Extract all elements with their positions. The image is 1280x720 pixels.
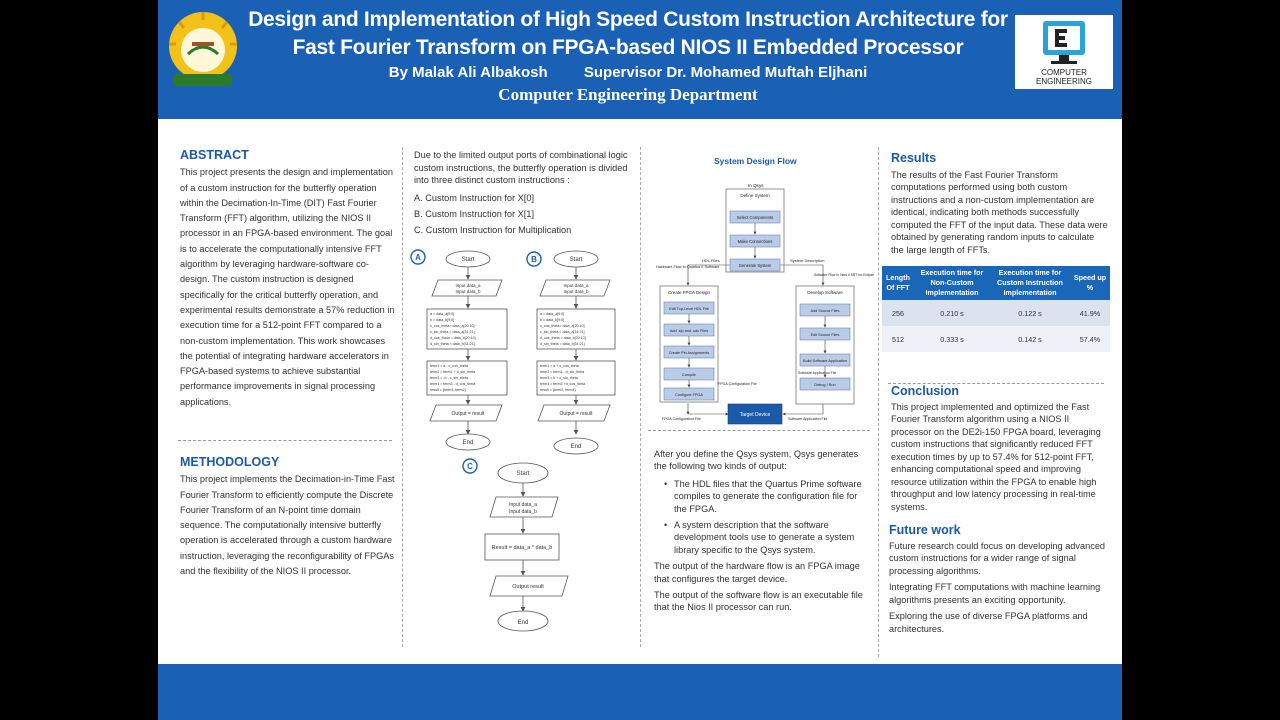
flow-a-proc-4: c_sin_theta = data_a[31:21]: [430, 330, 475, 334]
hdl-files-label: HDL Files: [702, 258, 720, 263]
department: Computer Engineering Department: [498, 85, 758, 104]
flow-a-end: End: [462, 440, 474, 446]
bullet-system-desc: • A system description that the software development tools use to generate a system library specific to the Qsys system.: [664, 519, 866, 556]
flow-b-term-4: term4 = term3 +d_cos_theta: [540, 382, 586, 386]
flow-a-letter: A: [415, 253, 421, 262]
flow-a-input-1: Input data_a: [455, 283, 481, 288]
results-section: [891, 152, 1109, 256]
debug-run: Debug / Run: [814, 383, 836, 387]
author: By Malak Ali Albakosh: [388, 64, 548, 81]
flow-a-proc-6: d_sin_theta = data_b[31:21]: [430, 342, 475, 346]
ce-logo-text-2: ENGINEERING: [1035, 77, 1093, 86]
cell: 0.210 s: [914, 300, 990, 326]
flow-b-term-1: term1 = a + c_cos_theta: [540, 364, 579, 368]
header-length: Length Of FFT: [882, 266, 914, 300]
flow-a-proc-1: a = data_a[9:0]: [430, 312, 455, 316]
edit-top-level: Edit Top-Level HDL File: [669, 307, 709, 311]
conclusion-text: This project implemented and optimized the Fast Fourier Transform algorithm using a NIOS II processor on the DE2i-150 FPGA board, leveraging custom instructions that significantly reduced FFT execution times by up to 57.4% for 512-point FFT, enhancing computational speed and improving resource utilization within the FPGA to enable high throughput and low latency processing in real-time systems.: [891, 401, 1101, 512]
fpga-config-file-bottom: FPGA Configuration File: [662, 417, 701, 421]
flow-b-end: End: [570, 444, 582, 450]
poster-title: [248, 6, 1008, 62]
column-2: [414, 149, 628, 238]
flow-a-proc-5: d_cos_theta = data_b[20:10]: [430, 336, 476, 340]
create-fpga-design: Create FPGA Design: [667, 290, 711, 295]
table-header-row: [882, 266, 1110, 300]
flow-b-start: Start: [569, 257, 583, 263]
flow-b-letter: B: [531, 255, 537, 264]
add-source-files: Add Source Files: [810, 309, 840, 313]
flow-b-proc-2: b = data_b[9:0]: [540, 318, 565, 322]
cell: 0.122 s: [990, 300, 1070, 326]
poster: [158, 0, 1122, 720]
flow-b-proc-3: c_cos_theta= data_a[20:10]: [540, 324, 585, 328]
flow-a-term-1: term1 = a - c_cos_theta: [430, 364, 468, 368]
after-qsys-text: After you define the Qsys system, Qsys generates the following two kinds of output:: [654, 449, 859, 472]
system-desc-label: System Description: [790, 258, 825, 263]
flow-c-end: End: [517, 620, 529, 626]
divider: [178, 440, 392, 441]
qsys-label: In Qsys: [748, 183, 764, 188]
cell: 0.333 s: [914, 326, 990, 352]
header-non-custom: Execution time for Non-Custom Implementation: [914, 266, 990, 300]
title-line-1: Design and Implementation of High Speed Custom Instruction Architecture for: [248, 8, 1008, 31]
compile-step: Compile: [682, 373, 696, 377]
flow-a-term-5: result = {term4, term2}: [430, 388, 466, 392]
edit-source-files: Edit Source Files: [810, 333, 840, 337]
results-table: [882, 266, 1110, 352]
target-device: Target Device: [739, 412, 771, 418]
flow-a-input-2: Input data_b: [455, 289, 481, 294]
cell: 41.9%: [1070, 300, 1110, 326]
table-row: [882, 300, 1110, 326]
butterfly-flowcharts: [406, 244, 636, 634]
intro-text: Due to the limited output ports of combinational logic custom instructions, the butterfly operation is divided into three distinct custom instructions :: [414, 150, 628, 185]
future-p2: Integrating FFT computations with machine learning algorithms presents an exciting opportunity.: [889, 582, 1101, 605]
flow-b-input-1: Input data_a: [563, 283, 589, 288]
define-system: Define System: [740, 193, 770, 198]
item-c: C. Custom Instruction for Multiplication: [414, 224, 572, 235]
results-text: The results of the Fast Fourier Transform computations performed using both custom instructions and a non-custom implementation are identical, indicating both methods successfully computed the FFT of the input data. These data were obtained by generating random inputs to calculate the large length of FFTs.: [891, 169, 1108, 255]
future-p1: Future research could focus on developing advanced custom instructions for a wider range of signal processing algorithms.: [889, 540, 1106, 576]
software-output-text: The output of the software flow is an executable file that the Nios II processor can run.: [654, 590, 863, 613]
item-b: B. Custom Instruction for X[1]: [414, 208, 534, 219]
cell: 57.4%: [1070, 326, 1110, 352]
configure-fpga: Configure FPGA: [675, 393, 703, 397]
flow-c-process: Result = data_a * data_b: [491, 545, 553, 551]
flow-c-input-2: Input data_b: [509, 509, 537, 515]
column-3-text: [654, 448, 866, 614]
methodology-section: [180, 455, 396, 579]
flow-b-term-5: result = {term2, term4}: [540, 388, 576, 392]
future-work-heading: Future work: [889, 523, 961, 537]
ce-logo-icon: [1015, 15, 1113, 89]
cell: 0.142 s: [990, 326, 1070, 352]
methodology-text: This project implements the Decimation-in-Time Fast Fourier Transform to efficiently compute the Discrete Fourier Transform of an N-point time domain sequence. The computationally intensive butterfly operation is accelerated through a custom hardware instruction, leveraging the reconfigurability of FPGAs and the flexibility of the NIOS II processor.: [180, 474, 395, 577]
table-row: [882, 326, 1110, 352]
make-connections: Make Connections: [737, 239, 773, 244]
build-software: Build Software Application: [803, 359, 847, 363]
divider: [648, 430, 870, 431]
item-a: A. Custom Instruction for X[0]: [414, 192, 534, 203]
conclusion-heading: Conclusion: [891, 384, 960, 398]
future-p3: Exploring the use of diverse FPGA platforms and architectures.: [889, 611, 1088, 634]
fpga-config-file-label: FPGA Configuration File: [718, 382, 757, 386]
ce-logo-text-1: COMPUTER: [1041, 68, 1087, 77]
conclusion-section: [891, 385, 1107, 513]
flow-b-proc-4: c_sin_theta = data_a[31:21]: [540, 330, 585, 334]
add-sdc-files: Add .sip and .sdc Files: [669, 329, 709, 333]
cell: 256: [882, 300, 914, 326]
flow-a-term-3: term3 = -b - c_sin_theta: [430, 376, 469, 380]
column-1: [180, 148, 396, 410]
hardware-flow-label: Hardware Flow In Quartus II Software: [656, 265, 720, 269]
methodology-heading: METHODOLOGY: [180, 455, 280, 469]
column-separator: [640, 147, 641, 647]
authors-line: [248, 64, 1008, 81]
university-logo: [164, 10, 242, 90]
system-design-flow-diagram: [648, 178, 875, 428]
flow-a-proc-2: b = data_b[9:0]: [430, 318, 455, 322]
flow-a-start: Start: [461, 257, 475, 263]
flow-b-input-2: Input data_b: [563, 289, 589, 294]
flow-b-proc-6: d_sin_theta = data_b[31:21]: [540, 342, 585, 346]
flow-c-letter: C: [467, 462, 473, 471]
flow-b-term-2: term2 = term1 - d_sin_theta: [540, 370, 585, 374]
flow-b-term-3: term3 = b + c_sin_theta: [540, 376, 578, 380]
title-line-2: Fast Fourier Transform on FPGA-based NIOS II Embedded Processor: [292, 36, 964, 59]
column-separator: [402, 147, 403, 647]
cell: 512: [882, 326, 914, 352]
system-design-flow-heading: System Design Flow: [714, 156, 797, 166]
footer-band: [158, 664, 1122, 720]
flow-c-output: Output result: [512, 584, 544, 590]
flow-a-term-4: term4 = term3 - d_cos_theta: [430, 382, 476, 386]
flow-b-proc-1: a = data_a[9:0]: [540, 312, 565, 316]
flow-c-input-1: Input data_a: [509, 502, 537, 508]
flow-b-proc-5: d_cos_theta = data_b[20:10]: [540, 336, 586, 340]
flow-a-term-2: term2 = term1 + d_sin_theta: [430, 370, 476, 374]
abstract-heading: ABSTRACT: [180, 148, 249, 162]
flow-a-proc-3: c_cos_theta= data_a[20:10]: [430, 324, 475, 328]
pin-assignments: Create Pin Assignments: [668, 351, 710, 355]
header-custom: Execution time for Custom Instruction Implementation: [990, 266, 1070, 300]
column-separator: [878, 147, 879, 657]
future-work-section: [889, 524, 1107, 635]
bullet-hdl: • The HDL files that the Quartus Prime software compiles to generate the configuration file for the FPGA.: [664, 478, 866, 515]
hardware-output-text: The output of the hardware flow is an FPGA image that configures the target device.: [654, 561, 860, 584]
output-bullets: [654, 478, 866, 556]
software-flow-label: Software Flow In Nios II SBT for Eclipse: [814, 273, 875, 277]
generate-system: Generate System: [738, 263, 772, 268]
supervisor: Supervisor Dr. Mohamed Muftah Eljhani: [583, 64, 868, 81]
results-heading: Results: [891, 151, 937, 165]
header-speedup: Speed up %: [1070, 266, 1110, 300]
flow-c-start: Start: [516, 471, 530, 477]
abstract-text: This project presents the design and implementation of a custom instruction for the butterfly operation within the Decimation-In-Time (DIT) Fast Fourier Transform (FFT) algorithm, utilizing the NIOS II processor in an FPGA-based environment. The goal is to accelerate the computationally intensive FFT algorithm by leveraging hardware-software co-design. The custom instruction is designed specifically for the critical butterfly operation, and experimental results demonstrate a 57% reduction in execution time for a 512-point FFT compared to a non-custom implementation. This work showcases the potential of integrating hardware accelerators in FPGA-based systems to achieve substantial performance improvements in signal processing applications.: [180, 167, 395, 407]
computer-engineering-logo: [1015, 15, 1113, 89]
header-band: [158, 0, 1122, 119]
sw-app-file-bottom: Software Application File: [788, 417, 828, 421]
flow-a-output: Output = result: [451, 411, 485, 417]
select-components: Select Components: [736, 215, 774, 220]
sw-app-file-label: Software Application File: [798, 371, 837, 375]
flow-b-output: Output = result: [559, 411, 593, 417]
develop-software: Develop Software: [807, 290, 843, 295]
